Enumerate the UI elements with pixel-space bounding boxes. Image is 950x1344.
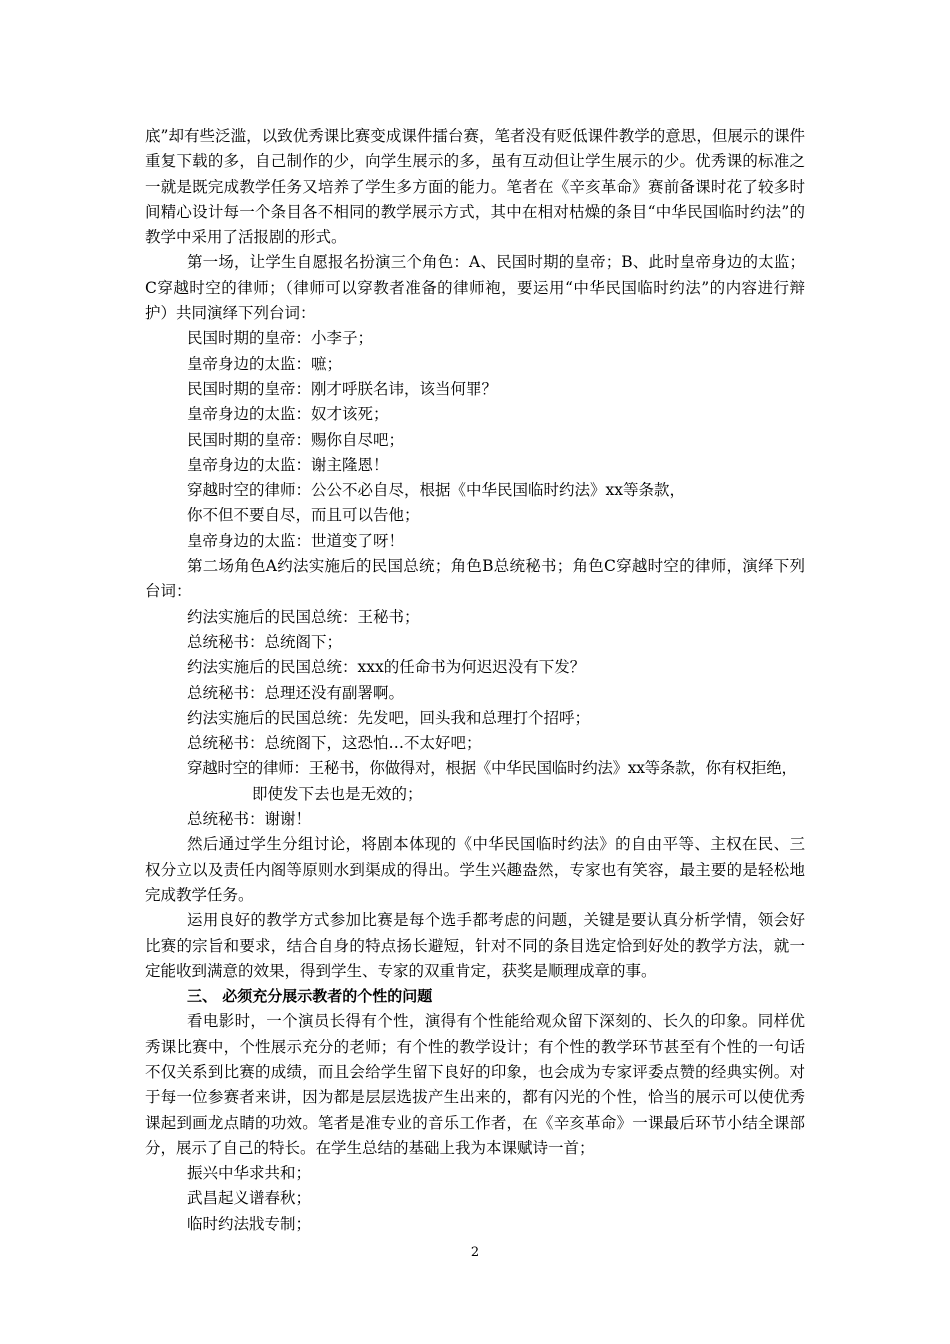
poem <box>145 1161 805 1237</box>
dialogue-line: 即使发下去也是无效的； <box>252 784 423 803</box>
dialogue-line: 穿越时空的律师：公公不必自尽，根据《中华民国临时约法》xx等条款， <box>187 481 685 500</box>
dialogue-line: 民国时期的皇帝：小李子； <box>187 329 374 348</box>
dialogue-line: 约法实施后的民国总统：王秘书； <box>187 607 420 626</box>
paragraph: 运用良好的教学方式参加比赛是每个选手都考虑的问题，关键是要认真分析学情，领会好比赛的宗旨和要求，结合自身的特点扬长避短，针对不同的条目选定恰到好处的教学方法，就一定能收到满意的效果，得到学生、专家的双重肯定，获奖是顺理成章的事。 <box>145 911 805 980</box>
poem-line: 武昌起义谱春秋； <box>187 1189 312 1208</box>
paragraph: 第二场角色A约法实施后的民国总统；角色B总统秘书；角色C穿越时空的律师，演绎下列台词： <box>145 557 805 601</box>
dialogue-line: 皇帝身边的太监：谢主隆恩！ <box>187 455 389 474</box>
dialogue-line: 穿越时空的律师：王秘书，你做得对，根据《中华民国临时约法》xx等条款，你有权拒绝， <box>187 759 797 778</box>
scene-two-dialogue <box>145 605 805 833</box>
section-heading: 三、 必须充分展示教者的个性的问题 <box>187 987 433 1006</box>
poem-line: 临时约法戕专制； <box>187 1214 312 1233</box>
dialogue-line: 总统秘书：总统阁下，这恐怕…不太好吧； <box>187 734 482 753</box>
dialogue-line: 总统秘书：总理还没有副署啊。 <box>187 683 405 702</box>
dialogue-line: 约法实施后的民国总统：xxx的任命书为何迟迟没有下发？ <box>187 658 586 677</box>
scene-one-dialogue <box>145 326 805 554</box>
dialogue-line: 皇帝身边的太监：嗻； <box>187 354 343 373</box>
paragraph: 第一场，让学生自愿报名扮演三个角色：A、民国时期的皇帝；B、此时皇帝身边的太监；C穿越时空的律师；（律师可以穿教者准备的律师袍，要运用“中华民国临时约法”的内容进行辩护）共同演绎下列台词： <box>145 253 805 323</box>
dialogue-line: 总统秘书：总统阁下； <box>187 632 343 651</box>
paragraph: 看电影时，一个演员长得有个性，演得有个性能给观众留下深刻的、长久的印象。同样优秀课比赛中，个性展示充分的老师；有个性的教学设计；有个性的教学环节甚至有个性的一句话不仅关系到比赛的成绩，而且会给学生留下良好的印象，也会成为专家评委点赞的经典实例。对于每一位参赛者来讲，因为都是层层选拔产生出来的，都有闪光的个性，恰当的展示可以使优秀课起到画龙点睛的功效。笔者是准专业的音乐工作者，在《辛亥革命》一课最后环节小结全课部分，展示了自己的特长。在学生总结的基础上我为本课赋诗一首； <box>145 1012 805 1157</box>
dialogue-line: 你不但不要自尽，而且可以告他； <box>187 506 420 525</box>
dialogue-line: 约法实施后的民国总统：先发吧，回头我和总理打个招呼； <box>187 708 591 727</box>
page-number: 2 <box>470 1245 480 1260</box>
paragraph: 然后通过学生分组讨论，将剧本体现的《中华民国临时约法》的自由平等、主权在民、三权分立以及责任内阁等原则水到渠成的得出。学生兴趣盎然，专家也有笑容，最主要的是轻松地完成教学任务。 <box>145 835 805 904</box>
dialogue-line: 皇帝身边的太监：奴才该死； <box>187 405 389 424</box>
dialogue-line: 民国时期的皇帝：赐你自尽吧； <box>187 430 405 449</box>
dialogue-line: 总统秘书：谢谢！ <box>187 810 312 829</box>
dialogue-line: 皇帝身边的太监：世道变了呀！ <box>187 531 405 550</box>
poem-line: 振兴中华求共和； <box>187 1164 312 1183</box>
paragraph: 底”却有些泛滥，以致优秀课比赛变成课件擂台赛，笔者没有贬低课件教学的意思，但展示的课件重复下载的多，自己制作的少，向学生展示的多，虽有互动但让学生展示的少。优秀课的标准之一就是既完成教学任务又培养了学生多方面的能力。笔者在《辛亥革命》赛前备课时花了较多时间精心设计每一个条目各不相同的教学展示方式，其中在相对枯燥的条目“中华民国临时约法”的教学中采用了活报剧的形式。 <box>145 127 805 247</box>
dialogue-line: 民国时期的皇帝：刚才呼朕名讳，该当何罪？ <box>187 379 498 398</box>
page-body <box>145 124 805 1237</box>
